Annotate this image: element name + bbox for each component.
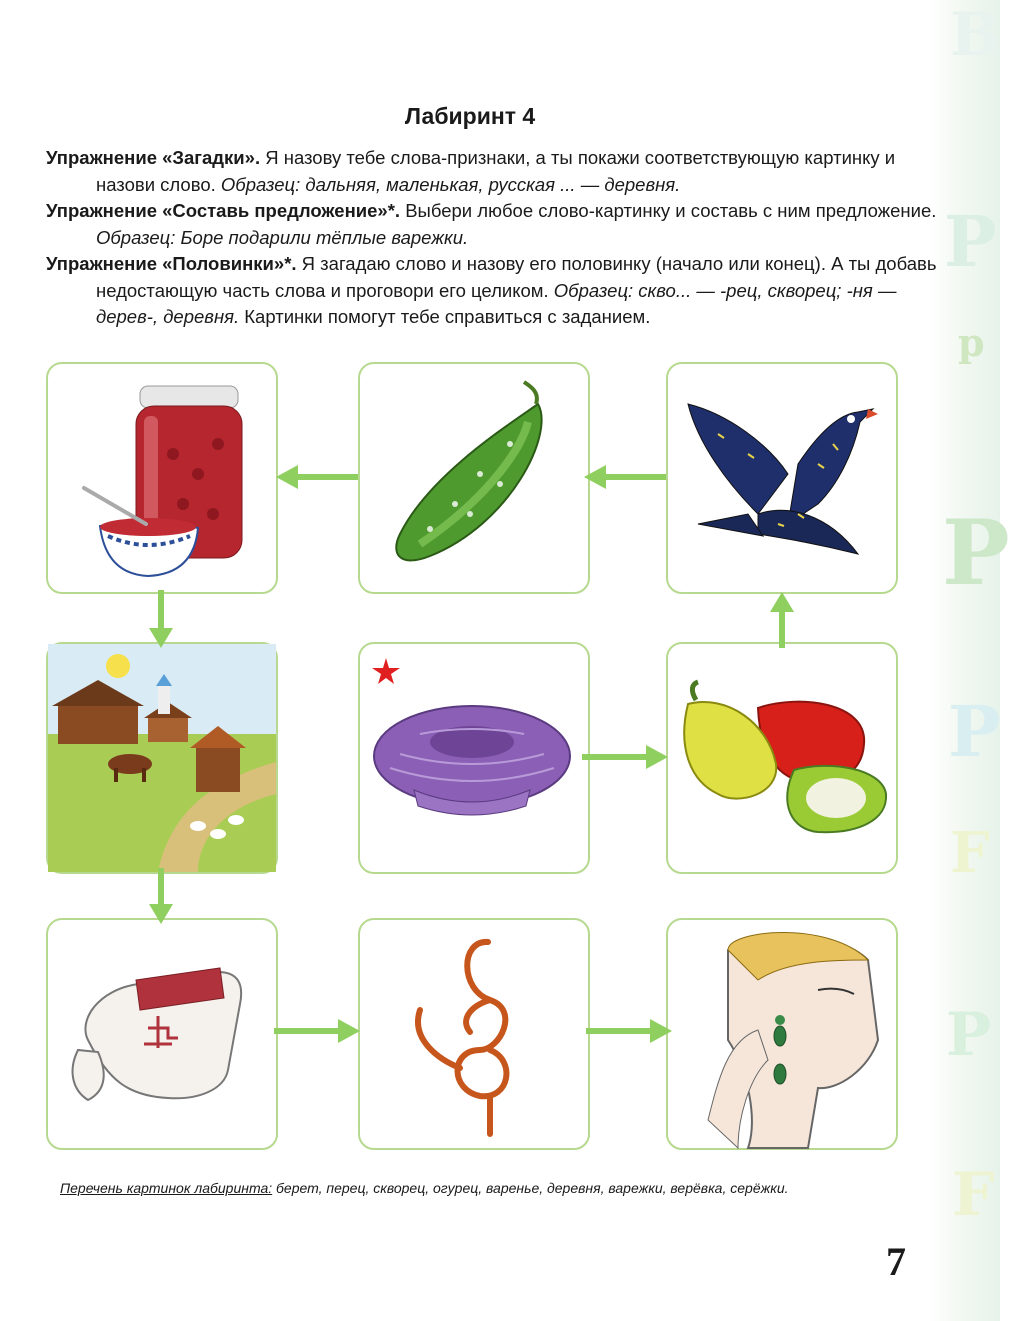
cucumber-icon (360, 364, 588, 592)
exercise-halves-text-after: Картинки помогут тебе справиться с заданием. (239, 306, 651, 327)
earrings-card[interactable] (666, 918, 898, 1150)
exercise-riddles-example: Образец: дальняя, маленькая, русская ... — деревня. (220, 173, 681, 195)
exercise-halves-text: Я загадаю слово и назову его половинку (начало или конец). А ты добавь недостающую часть слова и проговори его целиком. (96, 253, 937, 301)
picture-list-footer (60, 1180, 789, 1196)
arrow-left-starling-to-cucumber (582, 462, 672, 492)
pepper-card[interactable] (666, 642, 898, 874)
earrings-woman-icon (668, 920, 896, 1148)
rope-card[interactable] (358, 918, 590, 1150)
bell-pepper-icon (668, 644, 896, 872)
starling-card[interactable] (666, 362, 898, 594)
exercise-sentence-name: Упражнение «Составь предложение»*. (46, 200, 401, 221)
village-card[interactable] (46, 642, 278, 874)
arrow-down-village-to-mittens (146, 866, 176, 926)
mittens-icon (48, 920, 276, 1148)
page-title: Лабиринт 4 (404, 103, 536, 129)
star-icon (372, 658, 400, 684)
arrow-right-mittens-to-rope (270, 1016, 362, 1046)
exercise-sentence-example: Образец: Боре подарили тёплые варежки. (96, 226, 469, 248)
rope-knot-icon (360, 920, 588, 1148)
picture-list-items: берет, перец, скворец, огурец, варенье, деревня, варежки, верёвка, серёжки. (272, 1180, 789, 1196)
exercise-halves-example: Образец: скво... — -рец, скворец; -ня — дерев-, деревня. (96, 279, 897, 327)
jam-jar-icon (48, 364, 276, 592)
village-icon (48, 644, 276, 872)
starling-bird-icon (668, 364, 896, 592)
exercise-halves (46, 251, 954, 331)
exercise-halves-name: Упражнение «Половинки»*. (46, 253, 297, 274)
exercise-sentence-text: Выбери любое слово-картинку и составь с ним предложение. (400, 200, 937, 221)
beret-icon (360, 644, 588, 872)
exercise-riddles-text: Я назову тебе слова-признаки, а ты покажи соответствующую картинку и назови слово. (96, 147, 896, 195)
arrow-right-beret-to-pepper (578, 742, 670, 772)
page-number: 7 (886, 1239, 906, 1284)
arrow-right-rope-to-earrings (582, 1016, 674, 1046)
exercise-riddles (46, 145, 954, 198)
beret-card[interactable] (358, 642, 590, 874)
exercise-make-sentence (46, 198, 954, 251)
jam-card[interactable] (46, 362, 278, 594)
decorative-letters-strip: B P p P P F P F (930, 0, 1000, 1321)
picture-list-label: Перечень картинок лабиринта: (60, 1180, 273, 1196)
mittens-card[interactable] (46, 918, 278, 1150)
arrow-down-jam-to-village (146, 588, 176, 650)
arrow-left-cucumber-to-jam (274, 462, 364, 492)
cucumber-card[interactable] (358, 362, 590, 594)
arrow-up-pepper-to-starling (767, 590, 797, 650)
exercise-riddles-name: Упражнение «Загадки». (46, 147, 261, 168)
